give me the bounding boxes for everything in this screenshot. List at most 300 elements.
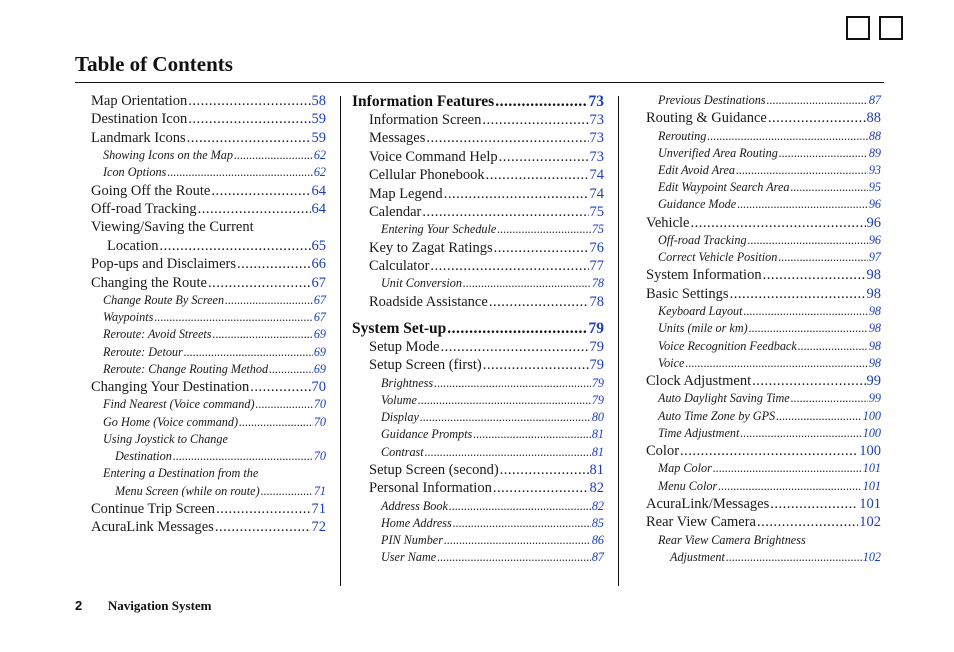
toc-leader-dots	[160, 237, 311, 255]
toc-leader-dots	[749, 320, 868, 337]
toc-entry-label: Display	[381, 410, 419, 425]
toc-entry-label: Changing Your Destination	[91, 379, 250, 396]
toc-page-link[interactable]: 70	[313, 397, 326, 412]
column-divider	[618, 96, 619, 586]
toc-leader-dots	[188, 110, 310, 128]
toc-leader-dots	[426, 129, 588, 147]
toc-leader-dots	[211, 182, 310, 200]
toc-entry-label: Showing Icons on the Map	[103, 148, 233, 163]
toc-subentry[interactable]	[352, 375, 604, 392]
toc-entry[interactable]	[646, 266, 881, 284]
toc-entry[interactable]	[352, 257, 604, 275]
toc-leader-dots	[420, 409, 591, 426]
toc-entry[interactable]	[352, 111, 604, 129]
toc-leader-dots	[486, 166, 589, 184]
toc-entry-label: Voice	[658, 355, 685, 370]
toc-entry-label: Vehicle	[646, 214, 690, 231]
toc-entry[interactable]	[646, 109, 881, 127]
toc-page-link[interactable]: 99	[866, 373, 881, 390]
toc-entry-label: Reroute: Change Routing Method	[103, 361, 269, 376]
toc-subentry[interactable]	[352, 392, 604, 409]
toc-leader-dots	[494, 239, 589, 257]
toc-entry-label: Rear View Camera	[646, 514, 756, 531]
toc-leader-dots	[437, 549, 591, 566]
toc-page-link[interactable]: 95	[868, 180, 881, 195]
toc-page-link[interactable]: 98	[866, 285, 881, 302]
toc-entry-label: Contrast	[381, 444, 424, 459]
toc-leader-dots	[463, 275, 591, 292]
toc-page-link[interactable]: 98	[868, 338, 881, 353]
toc-entry-label: Rerouting	[658, 128, 707, 143]
toc-page-link[interactable]: 59	[311, 129, 326, 146]
toc-page-link[interactable]: 102	[859, 514, 881, 531]
toc-entry-label: Waypoints	[103, 310, 154, 325]
toc-subentry[interactable]	[352, 549, 604, 566]
toc-entry-label: AcuraLink/Messages	[646, 495, 770, 512]
toc-subentry[interactable]	[91, 309, 326, 326]
toc-leader-dots	[493, 479, 589, 497]
toc-page-link[interactable]: 79	[591, 393, 604, 408]
toc-page-link[interactable]: 76	[589, 239, 604, 256]
toc-entry[interactable]	[91, 129, 326, 147]
toc-page-link[interactable]: 102	[862, 549, 881, 564]
toc-page-link[interactable]: 96	[868, 197, 881, 212]
toc-page-link[interactable]: 96	[868, 233, 881, 248]
toc-page-link[interactable]: 67	[313, 310, 326, 325]
toc-page-link[interactable]: 88	[866, 110, 881, 127]
toc-leader-dots	[737, 196, 868, 213]
toc-subentry[interactable]	[91, 361, 326, 378]
toc-page-link[interactable]: 73	[588, 93, 604, 110]
toc-leader-dots	[768, 109, 866, 127]
toc-leader-dots	[449, 498, 591, 515]
toc-entry-label: Personal Information	[369, 480, 492, 497]
toc-page-link[interactable]: 67	[311, 274, 326, 291]
toc-entry[interactable]	[352, 356, 604, 374]
toc-subentry[interactable]	[646, 196, 881, 213]
toc-page-link[interactable]: 71	[313, 483, 326, 498]
toc-page-link[interactable]: 88	[868, 128, 881, 143]
toc-subentry[interactable]	[352, 409, 604, 426]
toc-page-link[interactable]: 99	[868, 391, 881, 406]
toc-page-link[interactable]: 100	[862, 408, 881, 423]
toc-entry[interactable]	[352, 148, 604, 166]
toc-page-link[interactable]: 78	[591, 276, 604, 291]
toc-leader-dots	[269, 361, 313, 378]
toc-subentry[interactable]	[352, 444, 604, 461]
toc-leader-dots	[690, 214, 865, 232]
toc-entry-label: Entering Your Schedule	[381, 222, 497, 237]
page-footer	[75, 598, 212, 614]
toc-entry-label: Viewing/Saving the Current	[91, 219, 254, 236]
toc-leader-dots	[730, 285, 866, 303]
toc-subentry	[646, 532, 881, 549]
toc-subentry[interactable]	[352, 532, 604, 549]
toc-subentry[interactable]	[646, 303, 881, 320]
toc-leader-dots	[763, 266, 866, 284]
toc-entry-label: Calendar	[369, 204, 422, 221]
toc-leader-dots	[187, 129, 311, 147]
toc-entry[interactable]	[91, 255, 326, 273]
toc-subentry[interactable]	[646, 128, 881, 145]
column-divider	[340, 96, 341, 586]
toc-leader-dots	[707, 128, 868, 145]
toc-entry-label: Location	[107, 237, 159, 254]
toc-entry-label: Reroute: Detour	[103, 344, 183, 359]
toc-subentry[interactable]	[352, 221, 604, 238]
toc-page-link[interactable]: 87	[868, 93, 881, 107]
toc-leader-dots	[198, 200, 311, 218]
toc-leader-dots	[447, 319, 587, 339]
toc-entry[interactable]	[91, 92, 326, 110]
toc-subentry[interactable]	[646, 408, 881, 425]
toc-page-link[interactable]: 98	[866, 267, 881, 284]
toc-entry-label: Map Orientation	[91, 93, 188, 109]
toc-page-link[interactable]: 100	[859, 443, 881, 460]
toc-subentry[interactable]	[646, 232, 881, 249]
toc-subentry[interactable]	[91, 414, 326, 431]
toc-leader-dots	[444, 185, 589, 203]
toc-entry-label: System Information	[646, 267, 762, 284]
toc-entry-label: Destination Icon	[91, 111, 188, 128]
toc-entry-label: Voice Recognition Feedback	[658, 338, 797, 353]
toc-page-link[interactable]: 81	[591, 444, 604, 459]
toc-entry-label: Address Book	[381, 498, 448, 513]
toc-entry[interactable]	[352, 185, 604, 203]
toc-leader-dots	[680, 442, 858, 460]
toc-page-link[interactable]: 73	[589, 112, 604, 128]
toc-entry[interactable]	[646, 495, 881, 513]
toc-leader-dots	[685, 355, 867, 372]
toc-entry[interactable]	[91, 110, 326, 128]
toc-entry-label: AcuraLink Messages	[91, 519, 214, 536]
toc-page-link[interactable]: 79	[589, 339, 604, 356]
toc-entry-label: Reroute: Avoid Streets	[103, 327, 212, 342]
toc-subentry[interactable]	[646, 338, 881, 355]
toc-page-link[interactable]: 85	[591, 515, 604, 530]
toc-page-link[interactable]: 79	[589, 357, 604, 374]
toc-page-link[interactable]: 77	[589, 258, 604, 275]
toc-entry-label: Go Home (Voice command)	[103, 414, 239, 429]
toc-page-link[interactable]: 86	[591, 533, 604, 548]
toc-leader-dots	[744, 303, 868, 320]
toc-page-link[interactable]: 79	[591, 375, 604, 390]
toc-subentry[interactable]	[91, 147, 326, 164]
toc-page-link[interactable]: 75	[591, 222, 604, 237]
toc-entry-label: Color	[646, 443, 680, 460]
toc-entry[interactable]	[91, 274, 326, 292]
toc-entry-label: Changing the Route	[91, 274, 207, 291]
toc-leader-dots	[418, 392, 591, 409]
toc-leader-dots	[208, 274, 311, 292]
next-page-button[interactable]	[879, 16, 903, 40]
footer-page-number: 2	[75, 598, 83, 613]
toc-subentry	[91, 431, 326, 448]
toc-leader-dots	[483, 356, 589, 374]
toc-entry-label: Auto Daylight Saving Time	[658, 391, 790, 406]
toc-page-link[interactable]: 82	[591, 498, 604, 513]
toc-entry-label: PIN Number	[381, 533, 443, 548]
toc-leader-dots	[173, 448, 313, 465]
toc-leader-dots	[250, 378, 310, 396]
toc-page-link[interactable]: 87	[591, 550, 604, 565]
toc-page-link[interactable]: 70	[313, 414, 326, 429]
toc-page-link[interactable]: 74	[589, 185, 604, 202]
toc-subentry[interactable]	[352, 498, 604, 515]
toc-section-heading[interactable]	[352, 92, 604, 112]
toc-leader-dots	[234, 147, 313, 164]
toc-subentry[interactable]	[646, 92, 881, 109]
toc-page-link[interactable]: 65	[311, 237, 326, 254]
toc-entry-label: Brightness	[381, 375, 434, 390]
toc-leader-dots	[776, 408, 862, 425]
toc-page-link[interactable]: 64	[311, 201, 326, 218]
toc-page-link[interactable]: 78	[589, 293, 604, 310]
toc-entry-label: Unit Conversion	[381, 276, 462, 291]
toc-subentry[interactable]	[646, 460, 881, 477]
toc-subentry[interactable]	[91, 344, 326, 361]
toc-leader-dots	[215, 518, 311, 536]
toc-entry[interactable]	[91, 500, 326, 518]
toc-page-link[interactable]: 59	[311, 111, 326, 128]
toc-subentry[interactable]	[646, 425, 881, 442]
toc-entry-label: Setup Mode	[369, 339, 440, 356]
toc-page-link[interactable]: 73	[589, 130, 604, 147]
toc-entry[interactable]	[352, 129, 604, 147]
toc-entry[interactable]	[352, 338, 604, 356]
toc-page-link[interactable]: 62	[313, 165, 326, 180]
toc-leader-dots	[237, 255, 311, 273]
toc-entry-label: Icon Options	[103, 165, 167, 180]
toc-entry[interactable]	[352, 461, 604, 479]
toc-entry-label: Guidance Mode	[658, 197, 737, 212]
toc-leader-dots	[167, 164, 313, 181]
toc-entry-label: Edit Avoid Area	[658, 163, 735, 178]
toc-page-link[interactable]: 81	[591, 427, 604, 442]
toc-page-link[interactable]: 96	[866, 214, 881, 231]
toc-leader-dots	[767, 92, 868, 109]
toc-entry-label: Setup Screen (second)	[369, 461, 499, 478]
toc-page-link[interactable]: 69	[313, 327, 326, 342]
toc-page-link[interactable]: 101	[862, 461, 881, 476]
toc-entry[interactable]	[646, 214, 881, 232]
toc-leader-dots	[778, 249, 867, 266]
toc-entry-label: Map Legend	[369, 185, 443, 202]
toc-entry-label: Setup Screen (first)	[369, 357, 482, 374]
toc-entry-label: Units (mile or km)	[658, 321, 748, 336]
toc-page-link[interactable]: 64	[311, 182, 326, 199]
toc-page-link[interactable]: 79	[588, 320, 604, 338]
toc-entry	[91, 218, 326, 236]
toc-entry-label: System Set-up	[352, 320, 447, 338]
toc-leader-dots	[791, 390, 868, 407]
toc-entry-label: Auto Time Zone by GPS	[658, 408, 776, 423]
toc-entry-label: Find Nearest (Voice command)	[103, 397, 255, 412]
toc-subentry[interactable]	[646, 162, 881, 179]
toc-leader-dots	[422, 203, 588, 221]
toc-page-link[interactable]: 73	[589, 148, 604, 165]
toc-page-link[interactable]: 70	[313, 449, 326, 464]
toc-entry[interactable]	[646, 442, 881, 460]
toc-entry-label: Using Joystick to Change	[103, 431, 228, 446]
toc-page-link[interactable]: 93	[868, 163, 881, 178]
toc-leader-dots	[184, 344, 313, 361]
toc-leader-dots	[718, 478, 861, 495]
toc-section-heading[interactable]	[352, 319, 604, 339]
toc-entry-label: Landmark Icons	[91, 129, 186, 146]
toc-entry[interactable]	[91, 200, 326, 218]
toc-leader-dots	[482, 111, 588, 129]
toc-page-link[interactable]: 80	[591, 410, 604, 425]
toc-entry[interactable]	[352, 479, 604, 497]
toc-page-link[interactable]: 69	[313, 361, 326, 376]
toc-page-link[interactable]: 66	[311, 256, 326, 273]
toc-leader-dots	[495, 92, 587, 112]
toc-leader-dots	[713, 460, 862, 477]
toc-page-link[interactable]: 72	[311, 519, 326, 536]
toc-entry-label: Menu Screen (while on route)	[115, 483, 260, 498]
toc-entry-label: Keyboard Layout	[658, 304, 743, 319]
toc-entry[interactable]	[91, 237, 326, 255]
toc-entry-label: Cellular Phonebook	[369, 167, 485, 184]
toc-page-link[interactable]: 98	[868, 304, 881, 319]
toc-page-link[interactable]: 69	[313, 344, 326, 359]
toc-entry-label: Information Features	[352, 93, 495, 110]
toc-leader-dots	[499, 148, 589, 166]
toc-entry-label: Off-road Tracking	[91, 201, 197, 218]
toc-entry[interactable]	[352, 239, 604, 257]
toc-subentry[interactable]	[91, 483, 326, 500]
toc-leader-dots	[261, 483, 313, 500]
toc-entry-label: Correct Vehicle Position	[658, 250, 778, 265]
toc-page-link[interactable]: 98	[868, 355, 881, 370]
toc-subentry[interactable]	[646, 390, 881, 407]
toc-subentry[interactable]	[646, 320, 881, 337]
toc-entry-label: Calculator	[369, 258, 430, 275]
toc-leader-dots	[500, 461, 589, 479]
toc-leader-dots	[430, 257, 588, 275]
toc-subentry[interactable]	[91, 396, 326, 413]
toc-leader-dots	[489, 293, 589, 311]
toc-leader-dots	[453, 515, 591, 532]
toc-subentry[interactable]	[646, 478, 881, 495]
toc-entry-label: Unverified Area Routing	[658, 145, 778, 160]
toc-entry-label: Going Off the Route	[91, 182, 211, 199]
toc-leader-dots	[440, 338, 588, 356]
toc-leader-dots	[726, 549, 862, 566]
toc-page-link[interactable]: 101	[862, 478, 881, 493]
toc-entry-label: Guidance Prompts	[381, 427, 473, 442]
toc-entry-label: Destination	[115, 449, 172, 464]
toc-subentry[interactable]	[352, 426, 604, 443]
toc-leader-dots	[225, 292, 313, 309]
toc-subentry[interactable]	[352, 275, 604, 292]
toc-page-link[interactable]: 62	[313, 148, 326, 163]
toc-subentry[interactable]	[646, 549, 881, 566]
toc-entry[interactable]	[352, 203, 604, 221]
toc-subentry	[91, 465, 326, 482]
toc-entry[interactable]	[91, 378, 326, 396]
title-divider	[75, 82, 884, 83]
toc-leader-dots	[497, 221, 590, 238]
toc-subentry[interactable]	[91, 292, 326, 309]
toc-entry-label: Map Color	[658, 461, 712, 476]
toc-entry[interactable]	[646, 285, 881, 303]
toc-entry[interactable]	[91, 518, 326, 536]
toc-entry-label: Voice Command Help	[369, 148, 498, 165]
toc-page-link[interactable]: 89	[868, 145, 881, 160]
toc-page-link[interactable]: 98	[868, 321, 881, 336]
toc-page-link[interactable]: 82	[589, 480, 604, 497]
toc-leader-dots	[798, 338, 868, 355]
toc-entry[interactable]	[91, 182, 326, 200]
toc-page-link[interactable]: 67	[313, 293, 326, 308]
toc-subentry[interactable]	[352, 515, 604, 532]
toc-leader-dots	[752, 372, 865, 390]
toc-entry-label: Time Adjustment	[658, 425, 740, 440]
toc-column-1	[91, 92, 326, 537]
toc-subentry[interactable]	[91, 326, 326, 343]
toc-entry-label: Routing & Guidance	[646, 110, 767, 127]
toc-leader-dots	[779, 145, 868, 162]
toc-page-link[interactable]: 97	[868, 250, 881, 265]
toc-page-link[interactable]: 58	[311, 93, 326, 109]
toc-entry-label: Pop-ups and Disclaimers	[91, 256, 236, 273]
toc-entry[interactable]	[646, 372, 881, 390]
toc-subentry[interactable]	[646, 179, 881, 196]
page-title: Table of Contents	[75, 52, 233, 76]
toc-entry-label: Volume	[381, 393, 417, 408]
toc-entry-label: Change Route By Screen	[103, 293, 225, 308]
toc-entry-label: Key to Zagat Ratings	[369, 239, 493, 256]
toc-entry[interactable]	[352, 293, 604, 311]
toc-entry[interactable]	[352, 166, 604, 184]
toc-entry-label: Previous Destinations	[658, 93, 766, 107]
toc-column-2	[352, 92, 604, 567]
toc-entry-label: Entering a Destination from the	[103, 466, 259, 481]
toc-leader-dots	[425, 444, 591, 461]
toc-entry-label: Messages	[369, 130, 426, 147]
toc-leader-dots	[736, 162, 868, 179]
toc-entry-label: Roadside Assistance	[369, 293, 488, 310]
toc-column-3	[646, 92, 881, 566]
previous-page-button[interactable]	[846, 16, 870, 40]
toc-page-link[interactable]: 81	[589, 461, 604, 478]
toc-leader-dots	[213, 326, 313, 343]
toc-page-link[interactable]: 74	[589, 167, 604, 184]
toc-page-link[interactable]: 71	[311, 500, 326, 517]
toc-page-link[interactable]: 101	[859, 495, 881, 512]
toc-subentry[interactable]	[91, 164, 326, 181]
toc-page-link[interactable]: 75	[589, 204, 604, 221]
toc-subentry[interactable]	[91, 448, 326, 465]
toc-leader-dots	[434, 375, 591, 392]
toc-page-link[interactable]: 100	[862, 425, 881, 440]
toc-entry-label: Adjustment	[670, 549, 725, 564]
toc-entry-label: User Name	[381, 550, 437, 565]
toc-entry-label: Home Address	[381, 515, 452, 530]
toc-entry-label: Basic Settings	[646, 285, 729, 302]
toc-subentry[interactable]	[646, 355, 881, 372]
toc-entry-label: Clock Adjustment	[646, 373, 752, 390]
toc-entry-label: Information Screen	[369, 112, 482, 128]
toc-leader-dots	[757, 513, 858, 531]
toc-entry[interactable]	[646, 513, 881, 531]
toc-subentry[interactable]	[646, 145, 881, 162]
toc-subentry[interactable]	[646, 249, 881, 266]
toc-leader-dots	[239, 414, 313, 431]
toc-page-link[interactable]: 70	[311, 379, 326, 396]
